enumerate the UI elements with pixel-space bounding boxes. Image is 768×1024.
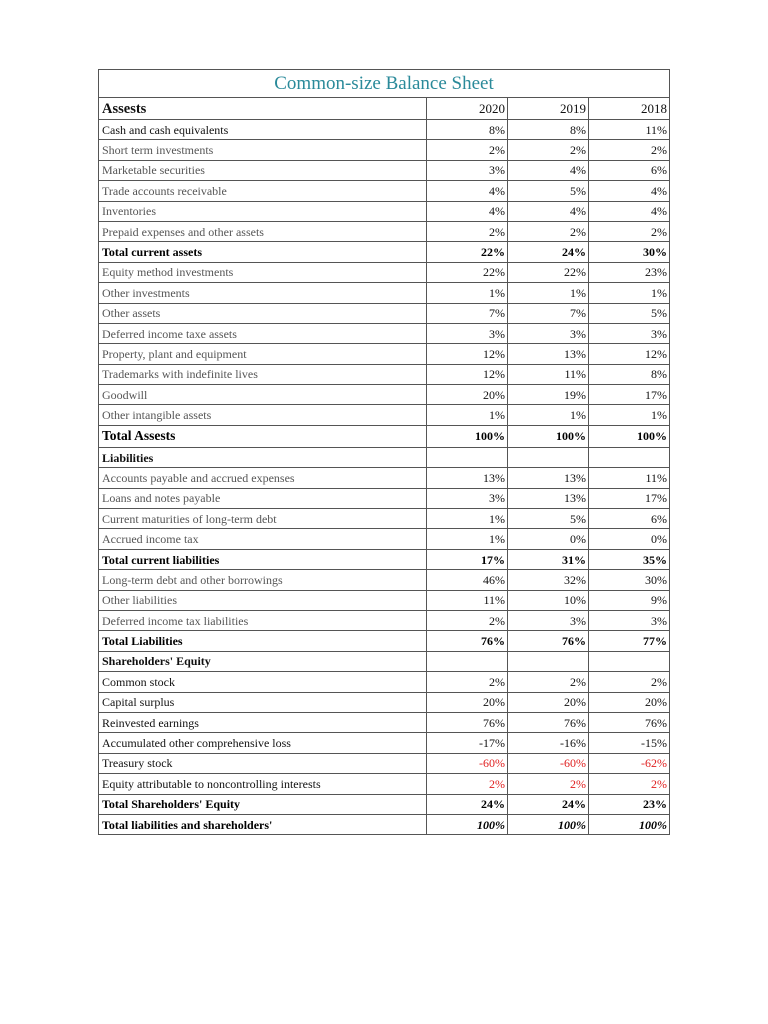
value-2019: 11% xyxy=(508,364,589,384)
value-2018: 6% xyxy=(589,509,670,529)
table-row xyxy=(99,570,670,590)
value-2020: 1% xyxy=(427,529,508,549)
value-2020: 2% xyxy=(427,610,508,630)
value-2020: 3% xyxy=(427,323,508,343)
value-2020: 3% xyxy=(427,160,508,180)
value-2019: 4% xyxy=(508,201,589,221)
value-2020: 76% xyxy=(427,712,508,732)
value-2018: -15% xyxy=(589,733,670,753)
row-label: Inventories xyxy=(99,201,427,221)
value-2018: 100% xyxy=(589,425,670,447)
value-2019: -16% xyxy=(508,733,589,753)
table-row xyxy=(99,488,670,508)
value-2019 xyxy=(508,447,589,467)
value-2019: 10% xyxy=(508,590,589,610)
value-2019: 20% xyxy=(508,692,589,712)
value-2020: 3% xyxy=(427,488,508,508)
value-2018: 5% xyxy=(589,303,670,323)
row-label: Total current liabilities xyxy=(99,549,427,569)
value-2019: 8% xyxy=(508,120,589,140)
table-row xyxy=(99,160,670,180)
row-label: Other intangible assets xyxy=(99,405,427,425)
value-2020: 7% xyxy=(427,303,508,323)
value-2020: 4% xyxy=(427,201,508,221)
table-row xyxy=(99,733,670,753)
value-2018: 20% xyxy=(589,692,670,712)
value-2019: 4% xyxy=(508,160,589,180)
value-2018: 0% xyxy=(589,529,670,549)
row-label: Total current assets xyxy=(99,242,427,262)
row-label: Cash and cash equivalents xyxy=(99,120,427,140)
value-2020: 46% xyxy=(427,570,508,590)
balance-sheet-table xyxy=(98,69,670,835)
row-label: Accumulated other comprehensive loss xyxy=(99,733,427,753)
value-2019: 5% xyxy=(508,181,589,201)
table-row xyxy=(99,753,670,773)
table-row xyxy=(99,283,670,303)
value-2018: 8% xyxy=(589,364,670,384)
value-2018: -62% xyxy=(589,753,670,773)
value-2020: 11% xyxy=(427,590,508,610)
row-label: Goodwill xyxy=(99,385,427,405)
value-2018: 2% xyxy=(589,221,670,241)
value-2018: 100% xyxy=(589,814,670,834)
row-label: Short term investments xyxy=(99,140,427,160)
value-2020: 24% xyxy=(427,794,508,814)
row-label: Prepaid expenses and other assets xyxy=(99,221,427,241)
table-row xyxy=(99,344,670,364)
value-2020: 76% xyxy=(427,631,508,651)
value-2019: 1% xyxy=(508,405,589,425)
table-row xyxy=(99,651,670,671)
table-row xyxy=(99,814,670,834)
value-2018: 12% xyxy=(589,344,670,364)
value-2019: 2% xyxy=(508,140,589,160)
value-2020: 100% xyxy=(427,425,508,447)
row-label: Reinvested earnings xyxy=(99,712,427,732)
value-2019: 2% xyxy=(508,774,589,794)
value-2018: 30% xyxy=(589,242,670,262)
value-2019: 13% xyxy=(508,488,589,508)
value-2018: 23% xyxy=(589,262,670,282)
value-2020: 20% xyxy=(427,385,508,405)
value-2019: 31% xyxy=(508,549,589,569)
table-row xyxy=(99,590,670,610)
row-label: Other liabilities xyxy=(99,590,427,610)
value-2019 xyxy=(508,651,589,671)
value-2018: 35% xyxy=(589,549,670,569)
row-label: Treasury stock xyxy=(99,753,427,773)
row-label: Common stock xyxy=(99,672,427,692)
table-row xyxy=(99,794,670,814)
value-2018: 9% xyxy=(589,590,670,610)
value-2018: 1% xyxy=(589,405,670,425)
value-2018: 2% xyxy=(589,774,670,794)
table-row xyxy=(99,364,670,384)
table-row xyxy=(99,385,670,405)
value-2019: 100% xyxy=(508,425,589,447)
row-label: Total Assests xyxy=(99,425,427,447)
table-row xyxy=(99,140,670,160)
value-2020: 100% xyxy=(427,814,508,834)
title-row xyxy=(99,70,670,98)
value-2020: 13% xyxy=(427,468,508,488)
value-2020: 1% xyxy=(427,405,508,425)
value-2018: 11% xyxy=(589,468,670,488)
row-label: Deferred income tax liabilities xyxy=(99,610,427,630)
table-row xyxy=(99,405,670,425)
table-row xyxy=(99,303,670,323)
assets-heading: Assests xyxy=(99,98,427,120)
row-label: Current maturities of long-term debt xyxy=(99,509,427,529)
value-2018 xyxy=(589,651,670,671)
value-2018: 30% xyxy=(589,570,670,590)
value-2018: 76% xyxy=(589,712,670,732)
table-row xyxy=(99,262,670,282)
row-label: Shareholders' Equity xyxy=(99,651,427,671)
row-label: Marketable securities xyxy=(99,160,427,180)
value-2019: 19% xyxy=(508,385,589,405)
year-2018-header: 2018 xyxy=(589,98,670,120)
value-2020: 12% xyxy=(427,344,508,364)
value-2020: 22% xyxy=(427,262,508,282)
value-2018: 3% xyxy=(589,610,670,630)
row-label: Deferred income taxe assets xyxy=(99,323,427,343)
value-2018 xyxy=(589,447,670,467)
table-row xyxy=(99,323,670,343)
row-label: Property, plant and equipment xyxy=(99,344,427,364)
value-2019: 32% xyxy=(508,570,589,590)
table-row xyxy=(99,549,670,569)
value-2019: 7% xyxy=(508,303,589,323)
row-label: Liabilities xyxy=(99,447,427,467)
balance-sheet xyxy=(98,69,669,835)
value-2019: 13% xyxy=(508,344,589,364)
value-2018: 17% xyxy=(589,488,670,508)
value-2020: 1% xyxy=(427,509,508,529)
year-2020-header: 2020 xyxy=(427,98,508,120)
row-label: Capital surplus xyxy=(99,692,427,712)
row-label: Accounts payable and accrued expenses xyxy=(99,468,427,488)
row-label: Long-term debt and other borrowings xyxy=(99,570,427,590)
value-2019: 5% xyxy=(508,509,589,529)
value-2018: 23% xyxy=(589,794,670,814)
value-2018: 17% xyxy=(589,385,670,405)
value-2020: 2% xyxy=(427,221,508,241)
table-row xyxy=(99,120,670,140)
year-2019-header: 2019 xyxy=(508,98,589,120)
value-2019: 76% xyxy=(508,631,589,651)
value-2020 xyxy=(427,447,508,467)
table-row xyxy=(99,712,670,732)
value-2019: 0% xyxy=(508,529,589,549)
value-2020: -60% xyxy=(427,753,508,773)
value-2018: 77% xyxy=(589,631,670,651)
table-row xyxy=(99,242,670,262)
value-2020: 17% xyxy=(427,549,508,569)
value-2020: 20% xyxy=(427,692,508,712)
row-label: Accrued income tax xyxy=(99,529,427,549)
table-row xyxy=(99,610,670,630)
value-2019: 24% xyxy=(508,242,589,262)
value-2020: 8% xyxy=(427,120,508,140)
value-2020 xyxy=(427,651,508,671)
value-2020: 2% xyxy=(427,774,508,794)
table-row xyxy=(99,468,670,488)
value-2019: 2% xyxy=(508,672,589,692)
value-2018: 1% xyxy=(589,283,670,303)
row-label: Trade accounts receivable xyxy=(99,181,427,201)
value-2018: 3% xyxy=(589,323,670,343)
value-2019: 100% xyxy=(508,814,589,834)
row-label: Other assets xyxy=(99,303,427,323)
value-2018: 11% xyxy=(589,120,670,140)
value-2019: 24% xyxy=(508,794,589,814)
value-2020: 2% xyxy=(427,672,508,692)
row-label: Total Shareholders' Equity xyxy=(99,794,427,814)
table-row xyxy=(99,221,670,241)
value-2020: 12% xyxy=(427,364,508,384)
value-2019: 22% xyxy=(508,262,589,282)
value-2020: 4% xyxy=(427,181,508,201)
value-2019: 13% xyxy=(508,468,589,488)
row-label: Total Liabilities xyxy=(99,631,427,651)
sheet-title: Common-size Balance Sheet xyxy=(99,70,670,98)
value-2019: 1% xyxy=(508,283,589,303)
value-2020: 1% xyxy=(427,283,508,303)
table-row xyxy=(99,425,670,447)
value-2018: 2% xyxy=(589,672,670,692)
row-label: Loans and notes payable xyxy=(99,488,427,508)
value-2020: 2% xyxy=(427,140,508,160)
value-2018: 4% xyxy=(589,181,670,201)
row-label: Equity method investments xyxy=(99,262,427,282)
table-row xyxy=(99,672,670,692)
header-row xyxy=(99,98,670,120)
value-2020: 22% xyxy=(427,242,508,262)
table-row xyxy=(99,447,670,467)
value-2018: 4% xyxy=(589,201,670,221)
table-row xyxy=(99,692,670,712)
value-2019: 76% xyxy=(508,712,589,732)
value-2018: 6% xyxy=(589,160,670,180)
table-row xyxy=(99,181,670,201)
table-row xyxy=(99,631,670,651)
table-row xyxy=(99,201,670,221)
table-row xyxy=(99,774,670,794)
row-label: Other investments xyxy=(99,283,427,303)
value-2019: -60% xyxy=(508,753,589,773)
value-2018: 2% xyxy=(589,140,670,160)
table-row xyxy=(99,509,670,529)
value-2020: -17% xyxy=(427,733,508,753)
value-2019: 2% xyxy=(508,221,589,241)
row-label: Equity attributable to noncontrolling interests xyxy=(99,774,427,794)
row-label: Trademarks with indefinite lives xyxy=(99,364,427,384)
value-2019: 3% xyxy=(508,323,589,343)
row-label: Total liabilities and shareholders' xyxy=(99,814,427,834)
table-row xyxy=(99,529,670,549)
value-2019: 3% xyxy=(508,610,589,630)
